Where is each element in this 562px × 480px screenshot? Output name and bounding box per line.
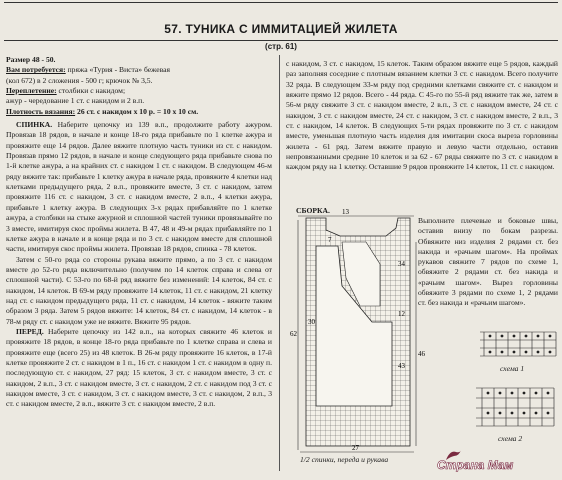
assembly-text: Выполните плечевые и боковые швы, оставив внизу по бокам разрезы. Обвяжите низ изделия 2 рядами ст. без накида и «рачьим шагом». На проймах рукавов свяжите 7 рядов по схеме 1, обвяжите 2 рядами ст. без накида и «рачьим шагом». Вырез горловины обвяжите 3 рядами по схеме 1, 2 рядами ст. без накида и «рачьим шагом». [418,216,558,308]
column-divider [279,55,280,471]
dim-right: 46 [418,350,425,358]
stitch-line-2: ажур - чередование 1 ст. с накидом и 2 в.п. [6,96,145,106]
front-heading: ПЕРЕД. [16,326,44,336]
stitch-line [6,86,272,96]
scheme-1-label: схема 1 [500,364,525,373]
dim-mid: 43 [398,362,405,370]
watermark-logo: Страна Мам [437,458,514,472]
scheme-2-label: схема 2 [498,434,523,443]
scheme-1-graphic [476,328,560,362]
stitch-label: Переплетение: [6,86,57,96]
right-column [286,59,558,209]
yarn-line-2: (кол 672) в 2 сложения - 500 г; крючок № 3,5. [6,75,153,85]
dim-v7: 7 [328,236,332,244]
back-heading: СПИНКА. [16,120,53,130]
front-paragraph [6,327,272,410]
title-rule [4,40,558,41]
diagram-caption: 1/2 спинки, переда и рукава [300,455,389,464]
dim-bottom: 27 [352,444,359,452]
back-text: Наберите цепочку из 139 в.п., продолжите работу ажуром. Провязав 18 рядов, в начале и конце 18-го ряда прибавьте по 1 клетке ажура и провяжите еще 14 рядов. Далее вяжите плотную часть туники из ст. с накидом. Провязав прямо 12 рядов, в начале и конце следующего ряда прибавьте снова по 1-й клетке ажура, а на крайних ст. с накидом 1 ст. с накидом. В следующем 46-м ряду вяжите так: прибавьте 1 клетку ажура в начале ряда, провяжите 4 клетки над клетками предыдущего ряда, 2 в.п., провяжите вместе, 3 ст. с накидом, затем провяжите 116 ст. с накидом, 3 ст. с накидом вместе, 2 в.п., 4 клетки ажура, прибавьте 1 клетку ажура. В следующих 3-х рядах прибавляйте по 1 клетке ажура, а столбики на стыке ажурной и сплошной частей туники провязывайте по 3 вместе, имитируя скос проймы жилета. В 47, 48 и 49-м рядах прибавляйте по 1 клетке ажура в начале и в конце ряда и по 3 ст. с накидом вместе для сплошной части, имитируя скос проймы жилета. Провязав 18 рядов, спинка - 78 клеток. [6,120,272,254]
yarn-label: Вам потребуется: [6,65,66,75]
scheme-2-graphic [472,382,558,430]
page-title: 57. ТУНИКА С ИММИТАЦИЕЙ ЖИЛЕТА [164,22,398,36]
stitch-text: столбики с накидом; [56,86,126,96]
dim-v30: 30 [308,318,315,326]
dim-v34: 34 [398,260,405,268]
assembly-heading: СБОРКА. [296,206,330,215]
dim-top: 13 [342,208,349,216]
pattern-diagram [286,206,426,454]
yarn-line [6,65,272,75]
dim-v12: 12 [398,310,405,318]
top-rule [4,2,558,3]
back-paragraph-2: Затем с 50-го ряда со стороны рукава вяжите прямо, а по 3 ст. с накидом вместе до 52-го ряда включительно (получим по 14 клеток справа и слева от сплошной части). С 53-го по 68-й ряд вяжите без изменений: 14 клеток, 84 ст. с накидом, 14 клеток. В 69-м ряду провяжите 14 клеток, 11 ст. с накидом, 21 клетку над ст. с накидом предыдущего ряда, 11 ст. с накидом, 14 клеток - вяжите таким образом 3 ряда. Затем 5 рядов вяжите: 14 клеток, 84 ст. с накидом, 14 клеток - в 78-м ряду ст. с накидом уже не вяжите. Вяжите 95 рядов. [6,254,272,326]
size-line: Размер 48 - 50. [6,55,56,64]
yarn-text: пряжа «Турия - Виста» бежевая [65,65,170,75]
left-column [6,55,272,410]
density-label: Плотность вязания: [6,106,76,116]
front-text: Наберите цепочку из 142 в.п., на которых свяжите 46 клеток и провяжите 18 рядов, в конце 18-го ряда прибавьте по 1 клетке справа и слева и провяжите еще (всего 25) из 48 клеток. В 26-м ряду провяжите 16 клеток, в 17-й клетке провяжите 2 ст. с накидом в 1 п., 16 ст. с накидом 1 ст. с накидом в одну п. последующую ст. с накидом, 27 ряд: 15 клеток, 3 ст. с накидом вместе, 3 ст. с накидом, 2 в.п., 3 ст. с накидом вместе, 3 ст. с накидом, 2 ст. с накидом под 3 ст. с накидом вместе, 3 ст. с накидом, 3 ст. с накидом вместе, 3 ст. с накидом, 2 в.п., 3 ст. с накидом вместе, 2 в.п., вяжите 3 ст. с накидом вместе, 2 в.п. [6,326,272,409]
right-text: с накидом, 3 ст. с накидом, 15 клеток. Таким образом вяжите еще 5 рядов, каждый раз заполняя соседние с плотным вязанием клетки 3 ст. с накидом. Всего получите 32 ряда. В следующем 33-м ряду под средними клетками свяжите ст. с накидом и вяжите прямо 12 рядов. Всего - 44 ряда. С 45-го по 55-й ряд вяжите так же, затем в 56-м ряду свяжите 3 ст. с накидом вместе, 2 в.п., 3 ст. с накидом вместе, 24 ст. с накидом, 3 ст. с накидом вместе, 24 ст. с накидом, 3 ст. с накидом вместе, 2 в.п., 3 ст. с накидом, 14 клеток. В следующих 5-ти рядах провяжите по 3 ст. с накидом вместе, уменьшая плотную часть изделия для имитации скоса выреза горловины жилета - 61 ряд. Затем вяжите правую и левую части отдельно, оставив непровязанными средние 10 клеток и за 62 - 67 ряды свяжите по 3 ст. с накидом в каждом ряду на 1 клетку. Оставшие 9 рядов провяжите 14 клеток, 11 ст. с накидом. [286,59,558,172]
density-line [6,107,272,117]
dim-left: 62 [290,330,297,338]
density-text: 26 ст. с накидом х 10 р. = 10 х 10 см. [75,106,199,116]
page-subtitle: (стр. 61) [265,42,297,51]
back-paragraph [6,120,272,254]
